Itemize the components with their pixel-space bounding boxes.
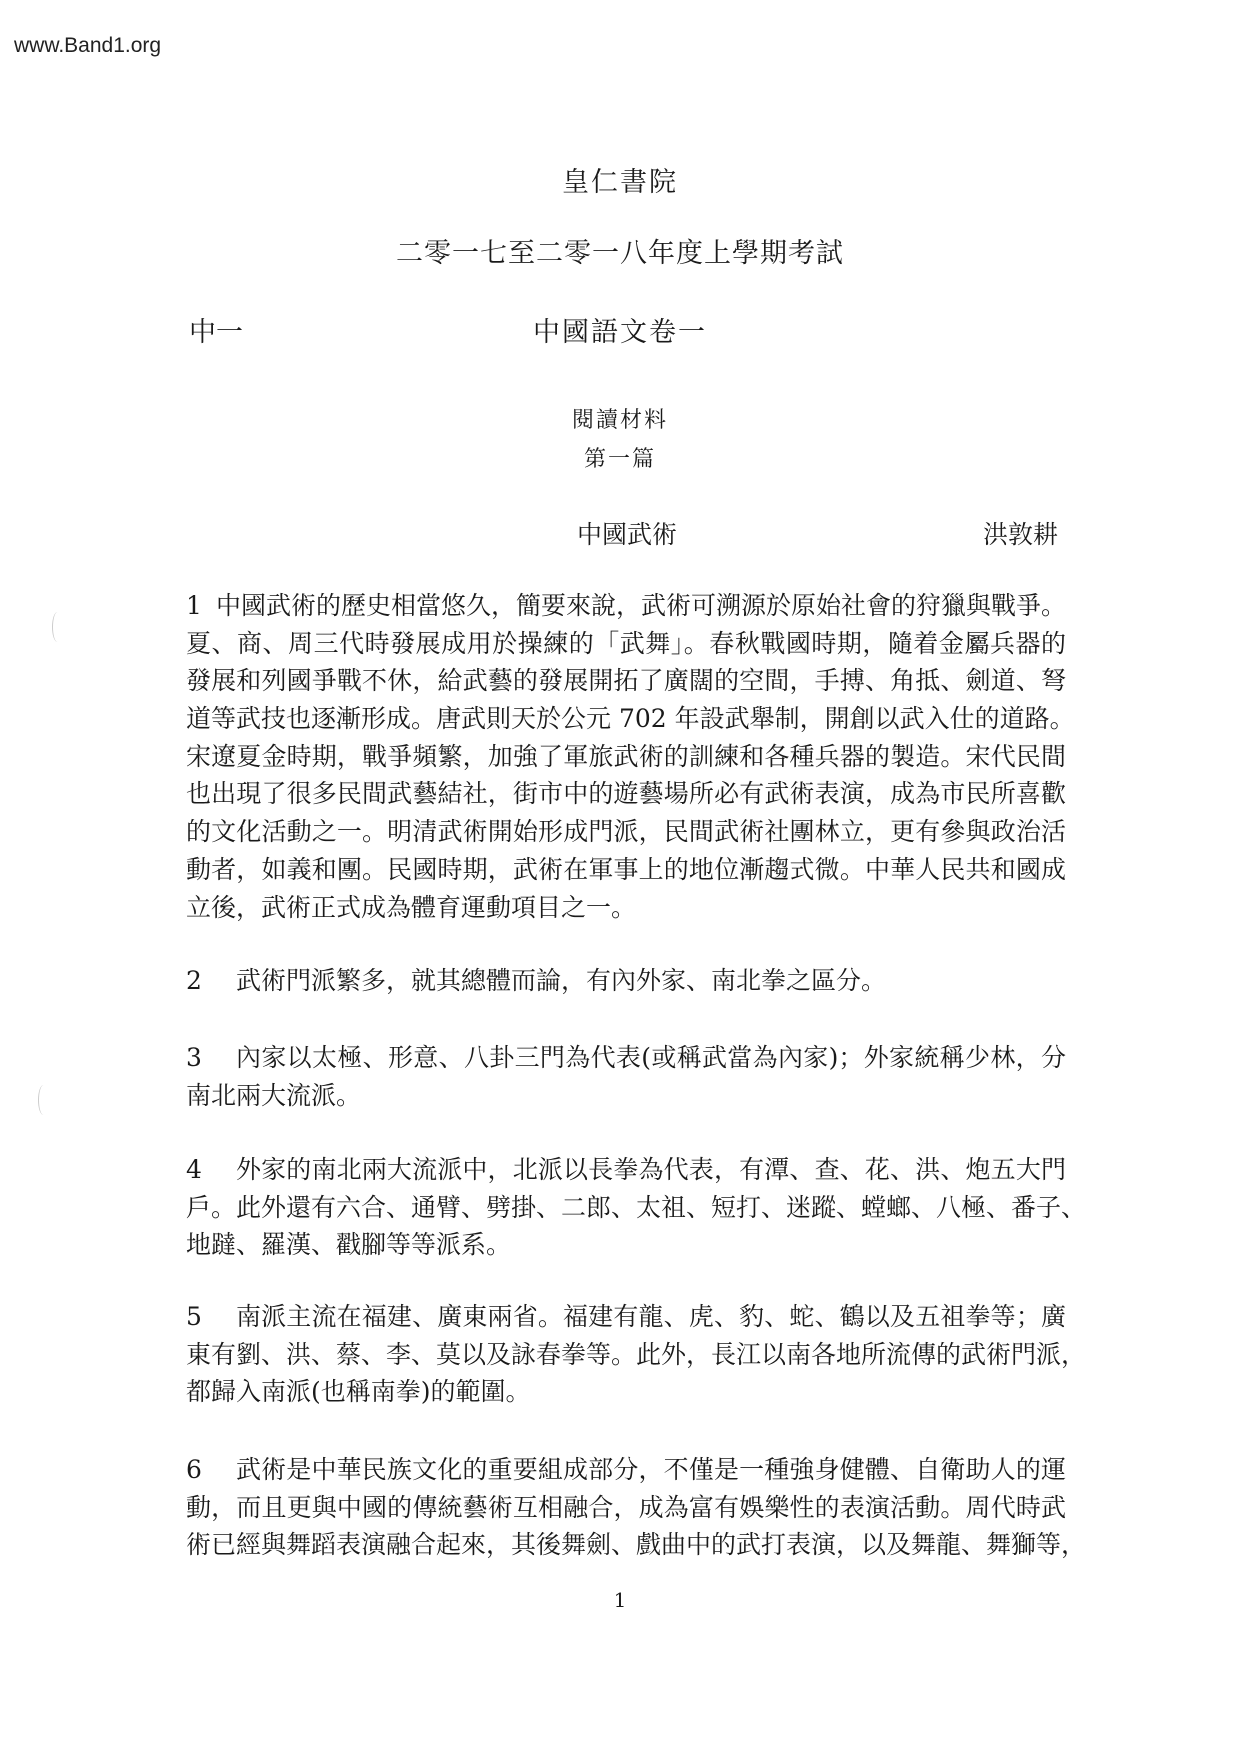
- paragraph-line: [186, 1189, 1087, 1227]
- paragraph-line: [186, 1526, 1087, 1564]
- line-text: 夏、商、周三代時發展成用於操練的「武舞」。春秋戰國時期，隨着金屬兵器的: [186, 628, 1066, 658]
- paragraph: [186, 1298, 1087, 1411]
- paragraph-line: [186, 1451, 1066, 1489]
- paper-title: 中國語文卷一: [533, 317, 707, 348]
- line-text: 內家以太極、形意、八卦三門為代表(或稱武當為內家)；外家統稱少林，分: [236, 1043, 1066, 1072]
- paragraph-line: [186, 1298, 1066, 1336]
- school-name: 皇仁書院: [562, 167, 678, 198]
- paragraph: [186, 962, 1066, 1000]
- paragraph-line: [186, 1373, 1066, 1411]
- paragraph-number: 3: [186, 1043, 202, 1072]
- paragraph-number: 1: [186, 591, 202, 620]
- paragraph-line: [186, 851, 1066, 889]
- paragraph-line: [186, 1336, 1087, 1374]
- line-text: 地躂、羅漢、戳腳等等派系。: [186, 1230, 512, 1260]
- paragraph-line: [186, 1039, 1066, 1077]
- paragraph-number: 2: [186, 966, 202, 995]
- line-text: 武術門派繁多，就其總體而論，有內外家、南北拳之區分。: [236, 966, 887, 995]
- line-text: 東有劉、洪、蔡、李、莫以及詠春拳等。此外，長江以南各地所流傳的武術門派，: [186, 1339, 1087, 1369]
- paragraph-line: [186, 625, 1066, 663]
- line-text: 發展和列國爭戰不休，給武藝的發展開拓了廣闊的空間，手搏、角抵、劍道、弩: [186, 666, 1066, 696]
- paragraph-line: [186, 1489, 1066, 1527]
- line-text: 都歸入南派(也稱南拳)的範圍。: [186, 1377, 531, 1407]
- paragraph-line: [186, 1077, 1066, 1115]
- scan-mark: [52, 612, 63, 642]
- line-text: 南派主流在福建、廣東兩省。福建有龍、虎、豹、蛇、鶴以及五祖拳等；廣: [236, 1302, 1066, 1331]
- paragraph-line: [186, 775, 1066, 813]
- article-title: 中國武術: [577, 520, 678, 549]
- line-text: 立後，武術正式成為體育運動項目之一。: [186, 892, 637, 922]
- article-author: 洪敦耕: [983, 520, 1059, 549]
- line-text: 術已經與舞蹈表演融合起來，其後舞劍、戲曲中的武打表演，以及舞龍、舞獅等，: [186, 1530, 1087, 1560]
- paragraph-line: [186, 962, 1066, 1000]
- line-text: 宋遼夏金時期，戰爭頻繁，加強了軍旅武術的訓練和各種兵器的製造。宋代民間: [186, 741, 1066, 771]
- scan-mark: [38, 1085, 49, 1115]
- watermark-url: www.Band1.org: [14, 34, 162, 57]
- paragraph-line: [186, 1226, 1066, 1264]
- line-text: 戶。此外還有六合、通臂、劈掛、二郎、太祖、短打、迷蹤、螳螂、八極、番子、: [186, 1192, 1087, 1222]
- line-text: 道等武技也逐漸形成。唐武則天於公元 702 年設武舉制，開創以武入仕的道路。: [186, 704, 1075, 734]
- passage-label: 第一篇: [583, 447, 656, 472]
- paragraph: [186, 1451, 1087, 1564]
- line-text: 也出現了很多民間武藝結社，街市中的遊藝場所必有武術表演，成為市民所喜歡: [186, 779, 1066, 809]
- section-title: 閱讀材料: [571, 408, 668, 433]
- line-text: 武術是中華民族文化的重要組成部分，不僅是一種強身健體、自衛助人的運: [236, 1455, 1066, 1484]
- paragraph-number: 6: [186, 1455, 202, 1484]
- paragraph: [186, 1039, 1066, 1114]
- form-level: 中一: [189, 317, 243, 348]
- page-number: 1: [613, 1588, 627, 1612]
- paragraph-line: [186, 662, 1066, 700]
- paragraph-line: [186, 889, 1066, 927]
- paragraph-line: [186, 738, 1066, 776]
- line-text: 外家的南北兩大流派中，北派以長拳為代表，有潭、查、花、洪、炮五大門: [236, 1155, 1066, 1184]
- line-text: 的文化活動之一。明清武術開始形成門派，民間武術社團林立，更有參與政治活: [186, 817, 1066, 847]
- paragraph: [186, 1151, 1087, 1264]
- line-text: 中國武術的歷史相當悠久，簡要來說，武術可溯源於原始社會的狩獵與戰爭。: [215, 591, 1066, 620]
- line-text: 南北兩大流派。: [186, 1080, 362, 1110]
- paragraph-line: [186, 700, 1075, 738]
- paragraph-number: 5: [186, 1302, 202, 1331]
- line-text: 動，而且更與中國的傳統藝術互相融合，成為富有娛樂性的表演活動。周代時武: [186, 1492, 1066, 1522]
- paragraph-number: 4: [186, 1155, 202, 1184]
- paragraph-line: [186, 813, 1066, 851]
- paragraph-line: [186, 1151, 1066, 1189]
- line-text: 動者，如義和團。民國時期，武術在軍事上的地位漸趨式微。中華人民共和國成: [186, 854, 1066, 884]
- paragraph: [186, 587, 1075, 926]
- exam-title: 二零一七至二零一八年度上學期考試: [396, 238, 844, 269]
- paragraph-line: [186, 587, 1066, 625]
